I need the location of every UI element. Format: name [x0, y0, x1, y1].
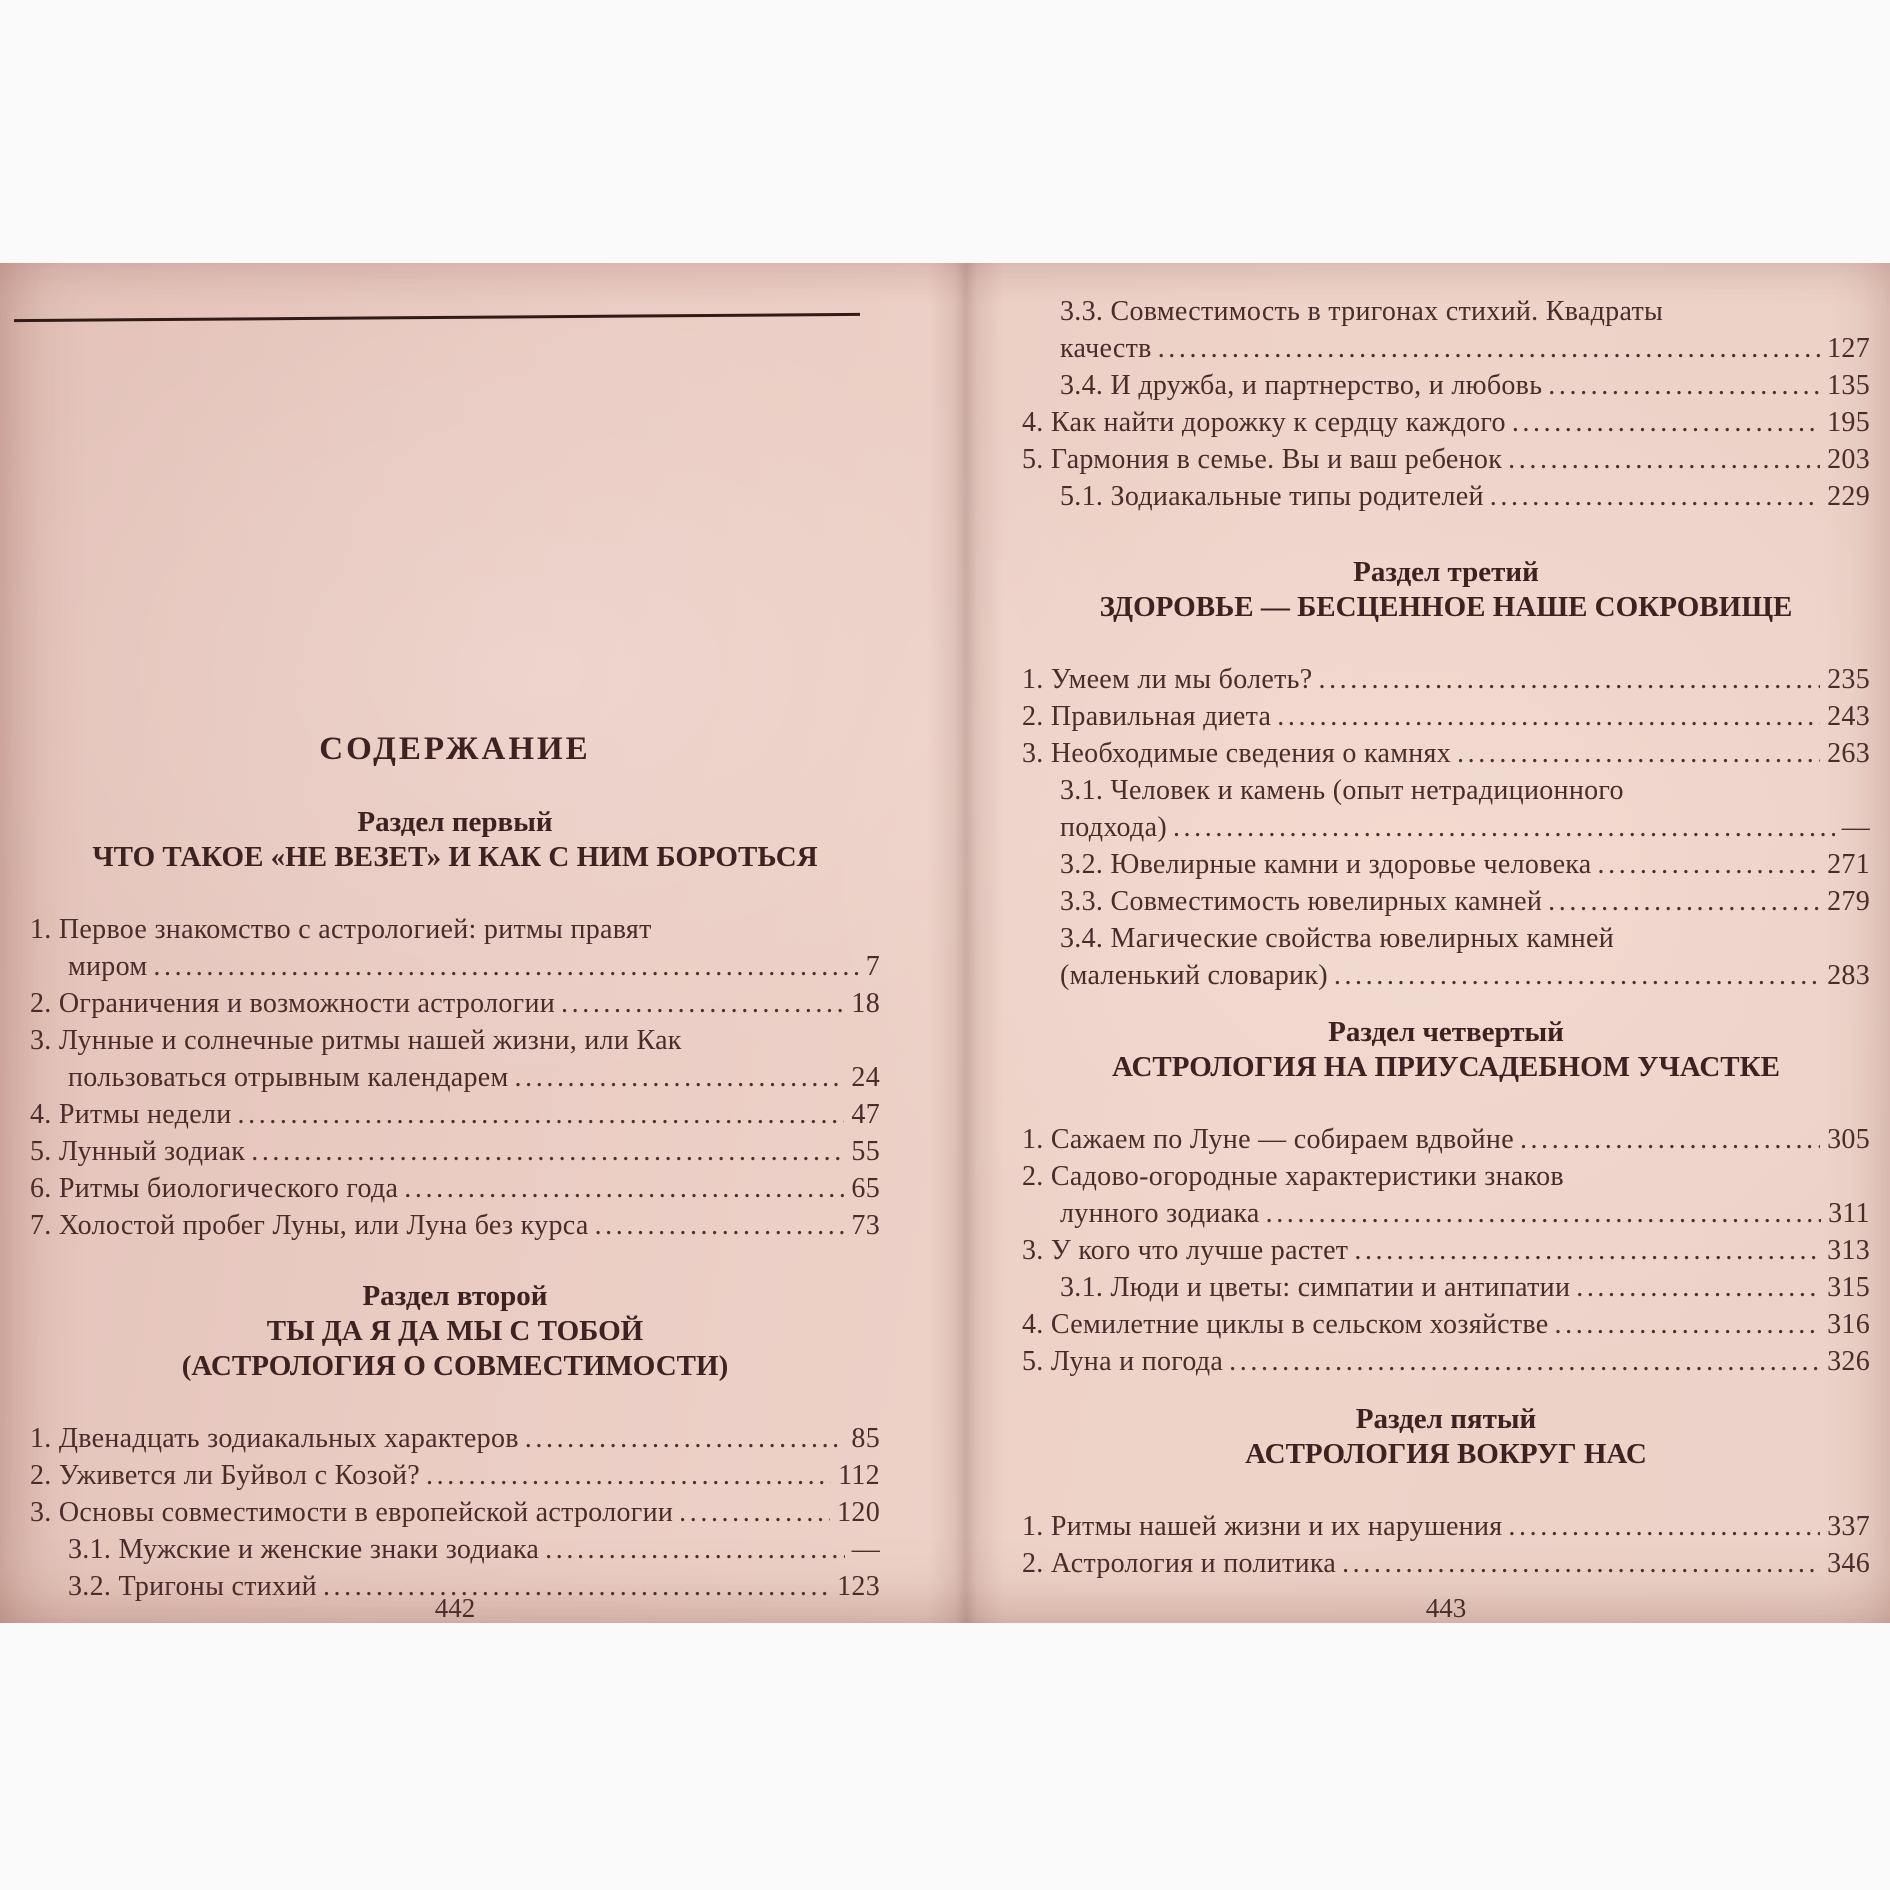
- toc-entry: [1022, 367, 1870, 404]
- toc-page-ref: 283: [1827, 960, 1870, 991]
- toc-page-ref: 311: [1828, 1198, 1870, 1229]
- toc-section-four: [1022, 1015, 1870, 1380]
- toc-entry: [1022, 1121, 1870, 1158]
- dot-leader: [1512, 404, 1820, 441]
- toc-section-two-continued: [1022, 293, 1870, 515]
- toc-entry: [1022, 441, 1870, 478]
- section-heading-line: АСТРОЛОГИЯ ВОКРУГ НАС: [1245, 1438, 1647, 1470]
- toc-page-ref: 55: [851, 1136, 880, 1167]
- toc-page-ref: —: [1841, 812, 1870, 843]
- toc-entry-text: 4. Семилетние циклы в сельском хозяйстве: [1022, 1309, 1549, 1340]
- toc-entry-text: 5.1. Зодиакальные типы родителей: [1060, 481, 1484, 512]
- toc-entry-text: 3.3. Совместимость в тригонах стихий. Квадраты: [1060, 296, 1664, 327]
- toc-entry: [30, 1531, 880, 1568]
- left-page: [30, 263, 880, 1623]
- toc-entry: [1022, 404, 1870, 441]
- toc-page-ref: 127: [1827, 333, 1870, 364]
- section-heading-line: (АСТРОЛОГИЯ О СОВМЕСТИМОСТИ): [181, 1350, 729, 1382]
- toc-page-ref: 243: [1827, 701, 1870, 732]
- book-gutter-shadow: [928, 263, 1004, 1623]
- toc-page-ref: 271: [1827, 849, 1870, 880]
- toc-entry-text: 2. Астрология и политика: [1022, 1548, 1337, 1579]
- section-heading: [1022, 1402, 1870, 1472]
- toc-page-ref: 135: [1827, 370, 1870, 401]
- toc-page-ref: 316: [1827, 1309, 1870, 1340]
- toc-entry-text: 3.2. Ювелирные камни и здоровье человека: [1060, 849, 1592, 880]
- section-heading-line: ЧТО ТАКОЕ «НЕ ВЕЗЕТ» И КАК С НИМ БОРОТЬСЯ: [92, 841, 818, 873]
- toc-entry-text: 5. Луна и погода: [1022, 1346, 1224, 1377]
- toc-entry-text: 3.1. Люди и цветы: симпатии и антипатии: [1060, 1272, 1571, 1303]
- dot-leader: [515, 1059, 845, 1096]
- toc-entry-text: 3. Необходимые сведения о камнях: [1022, 738, 1451, 769]
- toc-entry: [1022, 1158, 1870, 1232]
- toc-page-ref: 73: [851, 1210, 880, 1241]
- toc-page-ref: 120: [837, 1497, 880, 1528]
- toc-entry: [30, 1133, 880, 1170]
- toc-page-ref: —: [851, 1534, 880, 1565]
- toc-entry-text: 1. Сажаем по Луне — собираем вдвойне: [1022, 1124, 1514, 1155]
- toc-entry: [30, 1494, 880, 1531]
- dot-leader: [153, 948, 858, 985]
- toc-entry: [1022, 846, 1870, 883]
- right-page: [1022, 263, 1870, 1623]
- toc-page-ref: 24: [851, 1062, 880, 1093]
- dot-leader: [1266, 1195, 1822, 1232]
- page-number-right: 443: [1425, 1593, 1467, 1623]
- toc-entry: [1022, 1306, 1870, 1343]
- toc-entries: [1022, 293, 1870, 515]
- toc-entry-text: 3. Основы совместимости в европейской астрологии: [30, 1497, 674, 1528]
- toc-entry-text: 1. Двенадцать зодиакальных характеров: [30, 1423, 519, 1454]
- toc-entry-text: 2. Ограничения и возможности астрологии: [30, 988, 556, 1019]
- toc-entry-text: 5. Гармония в семье. Вы и ваш ребенок: [1022, 444, 1503, 475]
- toc-title: СОДЕРЖАНИЕ: [319, 731, 591, 767]
- dot-leader: [595, 1207, 845, 1244]
- toc-entry: [1022, 293, 1870, 367]
- section-heading-line: ТЫ ДА Я ДА МЫ С ТОБОЙ: [266, 1315, 644, 1347]
- toc-entry: [1022, 1508, 1870, 1545]
- toc-page-ref: 112: [838, 1460, 880, 1491]
- dot-leader: [404, 1170, 844, 1207]
- toc-entry-text: 3. Лунные и солнечные ритмы нашей жизни, или Как: [30, 1025, 682, 1056]
- toc-entry: [30, 911, 880, 985]
- toc-entry-text: 3.4. Магические свойства ювелирных камней: [1060, 923, 1615, 954]
- toc-page-ref: 18: [851, 988, 880, 1019]
- dot-leader: [1229, 1343, 1820, 1380]
- toc-entry-text: 1. Ритмы нашей жизни и их нарушения: [1022, 1511, 1503, 1542]
- toc-entry-text: 3.3. Совместимость ювелирных камней: [1060, 886, 1543, 917]
- dot-leader: [1334, 957, 1820, 994]
- section-heading-line: Раздел первый: [357, 806, 553, 838]
- dot-leader: [1576, 1269, 1820, 1306]
- dot-leader: [1354, 1232, 1820, 1269]
- dot-leader: [525, 1420, 845, 1457]
- toc-entry-text: 5. Лунный зодиак: [30, 1136, 246, 1167]
- divider-line: [14, 313, 860, 322]
- toc-page-ref: 47: [851, 1099, 880, 1130]
- dot-leader: [426, 1457, 831, 1494]
- dot-leader: [1173, 809, 1835, 846]
- toc-entry-text: 3. У кого что лучше растет: [1022, 1235, 1349, 1266]
- dot-leader: [1318, 661, 1820, 698]
- toc-entry-text: подхода): [1060, 812, 1167, 843]
- toc-entry: [1022, 478, 1870, 515]
- toc-page-ref: 65: [851, 1173, 880, 1204]
- toc-entry-text: 3.1. Человек и камень (опыт нетрадиционного: [1060, 775, 1624, 806]
- toc-entry-text: миром: [68, 951, 148, 982]
- toc-entry: [30, 1457, 880, 1494]
- toc-entry-text: 1. Умеем ли мы болеть?: [1022, 664, 1313, 695]
- toc-entries: [1022, 1508, 1870, 1582]
- section-heading-line: ЗДОРОВЬЕ — БЕСЦЕННОЕ НАШЕ СОКРОВИЩЕ: [1099, 591, 1793, 623]
- toc-entry-text: 6. Ритмы биологического года: [30, 1173, 399, 1204]
- toc-page-ref: 203: [1827, 444, 1870, 475]
- toc-entry: [1022, 661, 1870, 698]
- toc-entry-text: качеств: [1060, 333, 1152, 364]
- toc-entry: [30, 1022, 880, 1096]
- toc-entry-text: 4. Как найти дорожку к сердцу каждого: [1022, 407, 1506, 438]
- toc-page-ref: 346: [1827, 1548, 1870, 1579]
- toc-entry: [1022, 735, 1870, 772]
- toc-entry-text: 3.2. Тригоны стихий: [68, 1571, 317, 1602]
- toc-entry: [1022, 1232, 1870, 1269]
- dot-leader: [1555, 1306, 1821, 1343]
- toc-entry-text: 2. Уживется ли Буйвол с Козой?: [30, 1460, 421, 1491]
- toc-entry: [1022, 1269, 1870, 1306]
- dot-leader: [561, 985, 844, 1022]
- dot-leader: [545, 1531, 845, 1568]
- section-heading-line: Раздел второй: [362, 1280, 548, 1312]
- toc-section-three: [1022, 555, 1870, 994]
- dot-leader: [679, 1494, 830, 1531]
- toc-entry: [30, 1170, 880, 1207]
- toc-section-two: [30, 1279, 880, 1605]
- toc-section-five: [1022, 1402, 1870, 1582]
- toc-page-ref: 337: [1827, 1511, 1870, 1542]
- dot-leader: [1342, 1545, 1820, 1582]
- toc-page-ref: 326: [1827, 1346, 1870, 1377]
- dot-leader: [251, 1133, 844, 1170]
- toc-page-ref: 195: [1827, 407, 1870, 438]
- dot-leader: [1520, 1121, 1820, 1158]
- book-spread: [0, 263, 1890, 1623]
- toc-entry-text: 2. Правильная диета: [1022, 701, 1272, 732]
- toc-entry-text: 1. Первое знакомство с астрологией: ритмы правят: [30, 914, 652, 945]
- toc-entry-text: пользоваться отрывным календарем: [68, 1062, 509, 1093]
- toc-entry-text: лунного зодиака: [1060, 1198, 1260, 1229]
- toc-page-ref: 315: [1827, 1272, 1870, 1303]
- toc-entry: [1022, 772, 1870, 846]
- toc-page-ref: 7: [865, 951, 880, 982]
- dot-leader: [238, 1096, 845, 1133]
- toc-entry: [1022, 883, 1870, 920]
- toc-entry: [30, 1420, 880, 1457]
- toc-entry-text: 3.1. Мужские и женские знаки зодиака: [68, 1534, 540, 1565]
- toc-page-ref: 279: [1827, 886, 1870, 917]
- toc-entry: [1022, 920, 1870, 994]
- toc-entry: [30, 1096, 880, 1133]
- dot-leader: [1548, 367, 1820, 404]
- toc-page-ref: 263: [1827, 738, 1870, 769]
- section-heading-line: Раздел пятый: [1355, 1403, 1537, 1435]
- toc-entries: [30, 911, 880, 1244]
- toc-page-ref: 305: [1827, 1124, 1870, 1155]
- toc-entries: [30, 1420, 880, 1605]
- toc-entry-text: 4. Ритмы недели: [30, 1099, 232, 1130]
- toc-entries: [1022, 661, 1870, 994]
- toc-entry-text: (маленький словарик): [1060, 960, 1328, 991]
- toc-section-one: [30, 805, 880, 1244]
- toc-entry-text: 2. Садово-огородные характеристики знаков: [1022, 1161, 1564, 1192]
- toc-entry-text: 7. Холостой пробег Луны, или Луна без курса: [30, 1210, 589, 1241]
- section-heading: [30, 805, 880, 875]
- toc-page-ref: 313: [1827, 1235, 1870, 1266]
- dot-leader: [1457, 735, 1820, 772]
- dot-leader: [1158, 330, 1820, 367]
- section-heading: [1022, 555, 1870, 625]
- toc-entry: [30, 1207, 880, 1244]
- toc-entry: [30, 985, 880, 1022]
- dot-leader: [1508, 1508, 1820, 1545]
- section-heading: [1022, 1015, 1870, 1085]
- toc-entries: [1022, 1121, 1870, 1380]
- dot-leader: [1598, 846, 1821, 883]
- toc-entry: [1022, 698, 1870, 735]
- toc-entry: [1022, 1343, 1870, 1380]
- toc-page-ref: 123: [837, 1571, 880, 1602]
- dot-leader: [1277, 698, 1820, 735]
- toc-page-ref: 85: [851, 1423, 880, 1454]
- section-heading-line: АСТРОЛОГИЯ НА ПРИУСАДЕБНОМ УЧАСТКЕ: [1111, 1051, 1781, 1083]
- dot-leader: [1508, 441, 1820, 478]
- page-number-left: 442: [434, 1593, 476, 1623]
- toc-page-ref: 229: [1827, 481, 1870, 512]
- section-heading-line: Раздел третий: [1353, 556, 1539, 588]
- toc-entry: [1022, 1545, 1870, 1582]
- dot-leader: [1548, 883, 1820, 920]
- toc-page-ref: 235: [1827, 664, 1870, 695]
- toc-entry-text: 3.4. И дружба, и партнерство, и любовь: [1060, 370, 1543, 401]
- dot-leader: [1490, 478, 1820, 515]
- section-heading: [30, 1279, 880, 1384]
- section-heading-line: Раздел четвертый: [1328, 1016, 1564, 1048]
